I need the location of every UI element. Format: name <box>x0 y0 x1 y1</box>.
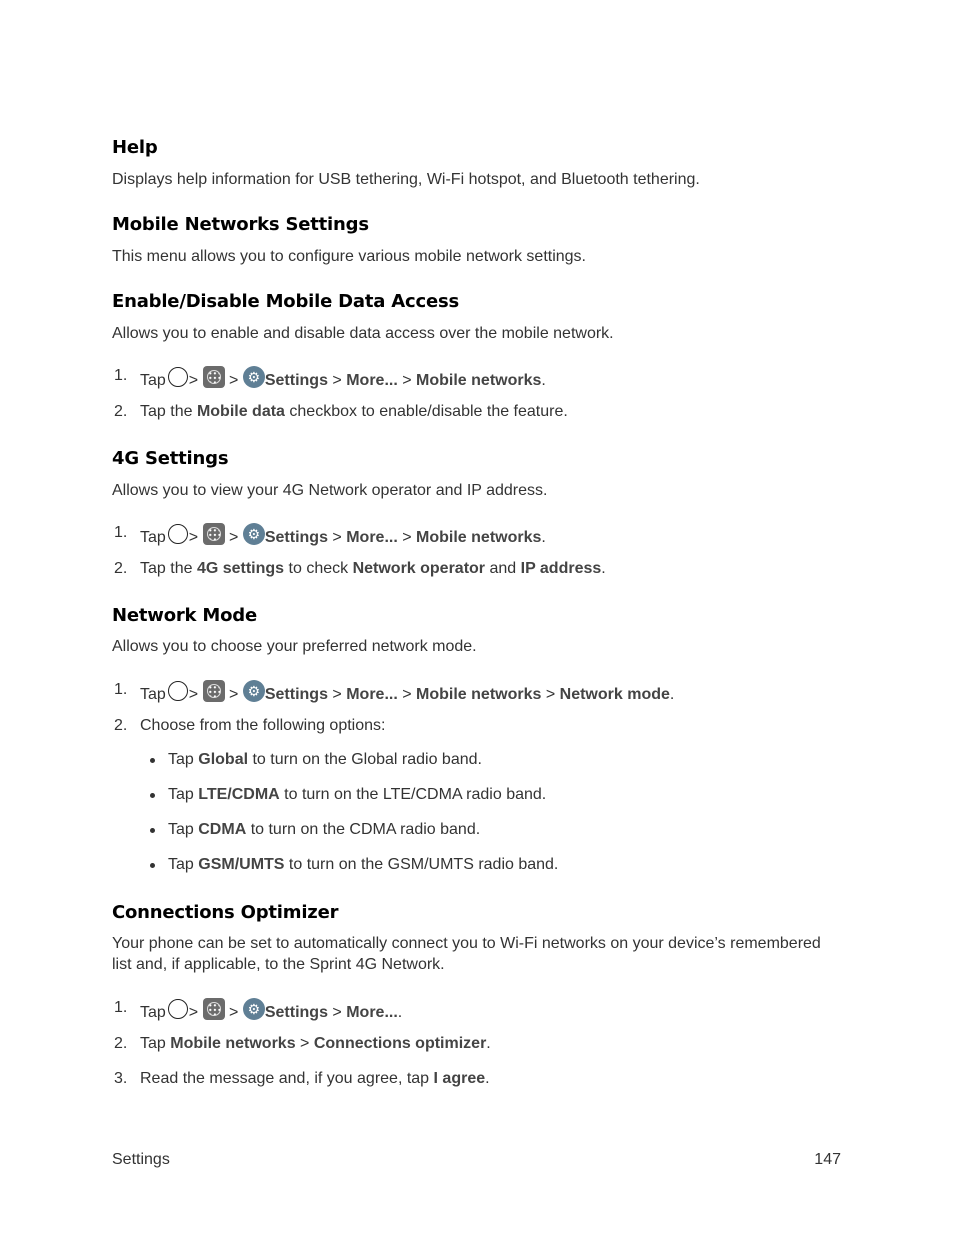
mobile-data-label: Mobile data <box>196 403 285 420</box>
footer-section-name: Settings <box>112 1151 170 1168</box>
apps-icon <box>203 998 225 1020</box>
step-number: 2. <box>114 560 128 577</box>
home-icon <box>168 367 188 387</box>
bullet-dot <box>150 828 155 833</box>
bullet-item: Tap CDMA to turn on the CDMA radio band. <box>168 821 480 839</box>
optimizer-description-line-1: Your phone can be set to automatically connect you to Wi-Fi networks on your device’s remembered <box>112 935 821 952</box>
mobile-networks-description: This menu allows you to configure various mobile network settings. <box>112 248 586 265</box>
fourg-heading: 4G Settings <box>112 448 229 469</box>
optimizer-heading: Connections Optimizer <box>112 902 339 923</box>
home-icon <box>168 999 188 1019</box>
help-description: Displays help information for USB tethering, Wi-Fi hotspot, and Bluetooth tethering. <box>112 171 700 188</box>
mobile-networks-label: Mobile networks <box>416 372 542 389</box>
fourg-description: Allows you to view your 4G Network operator and IP address. <box>112 482 548 499</box>
home-icon <box>168 681 188 701</box>
optimizer-description-line-2: list and, if applicable, to the Sprint 4G Network. <box>112 956 445 973</box>
step-number: 3. <box>114 1070 128 1087</box>
network-mode-description: Allows you to choose your preferred network mode. <box>112 638 477 655</box>
settings-gear-icon: ⚙ <box>243 680 265 702</box>
bullet-dot <box>150 863 155 868</box>
apps-icon <box>203 680 225 702</box>
step-number: 1. <box>114 524 128 541</box>
home-icon <box>168 524 188 544</box>
network-mode-label: Network mode <box>559 686 670 703</box>
bullet-item: Tap LTE/CDMA to turn on the LTE/CDMA radio band. <box>168 786 546 804</box>
bullet-item: Tap GSM/UMTS to turn on the GSM/UMTS radio band. <box>168 856 558 874</box>
step-number: 2. <box>114 717 128 734</box>
help-heading: Help <box>112 137 158 158</box>
bullet-dot <box>150 793 155 798</box>
step-number: 1. <box>114 367 128 384</box>
footer-page-number: 147 <box>814 1151 841 1168</box>
step-number: 1. <box>114 681 128 698</box>
settings-label: Settings <box>264 372 328 389</box>
mobile-networks-heading: Mobile Networks Settings <box>112 214 369 235</box>
more-label: More... <box>346 372 398 389</box>
bullet-item: Tap Global to turn on the Global radio band. <box>168 751 482 769</box>
settings-gear-icon: ⚙ <box>243 998 265 1020</box>
settings-gear-icon: ⚙ <box>243 366 265 388</box>
data-access-description: Allows you to enable and disable data access over the mobile network. <box>112 325 614 342</box>
step-number: 1. <box>114 999 128 1016</box>
settings-gear-icon: ⚙ <box>243 523 265 545</box>
step-number: 2. <box>114 1035 128 1052</box>
tap-text: Tap <box>140 372 166 389</box>
bullet-dot <box>150 758 155 763</box>
apps-icon <box>203 523 225 545</box>
network-mode-heading: Network Mode <box>112 605 257 626</box>
apps-icon <box>203 366 225 388</box>
data-access-heading: Enable/Disable Mobile Data Access <box>112 291 459 312</box>
step-number: 2. <box>114 403 128 420</box>
